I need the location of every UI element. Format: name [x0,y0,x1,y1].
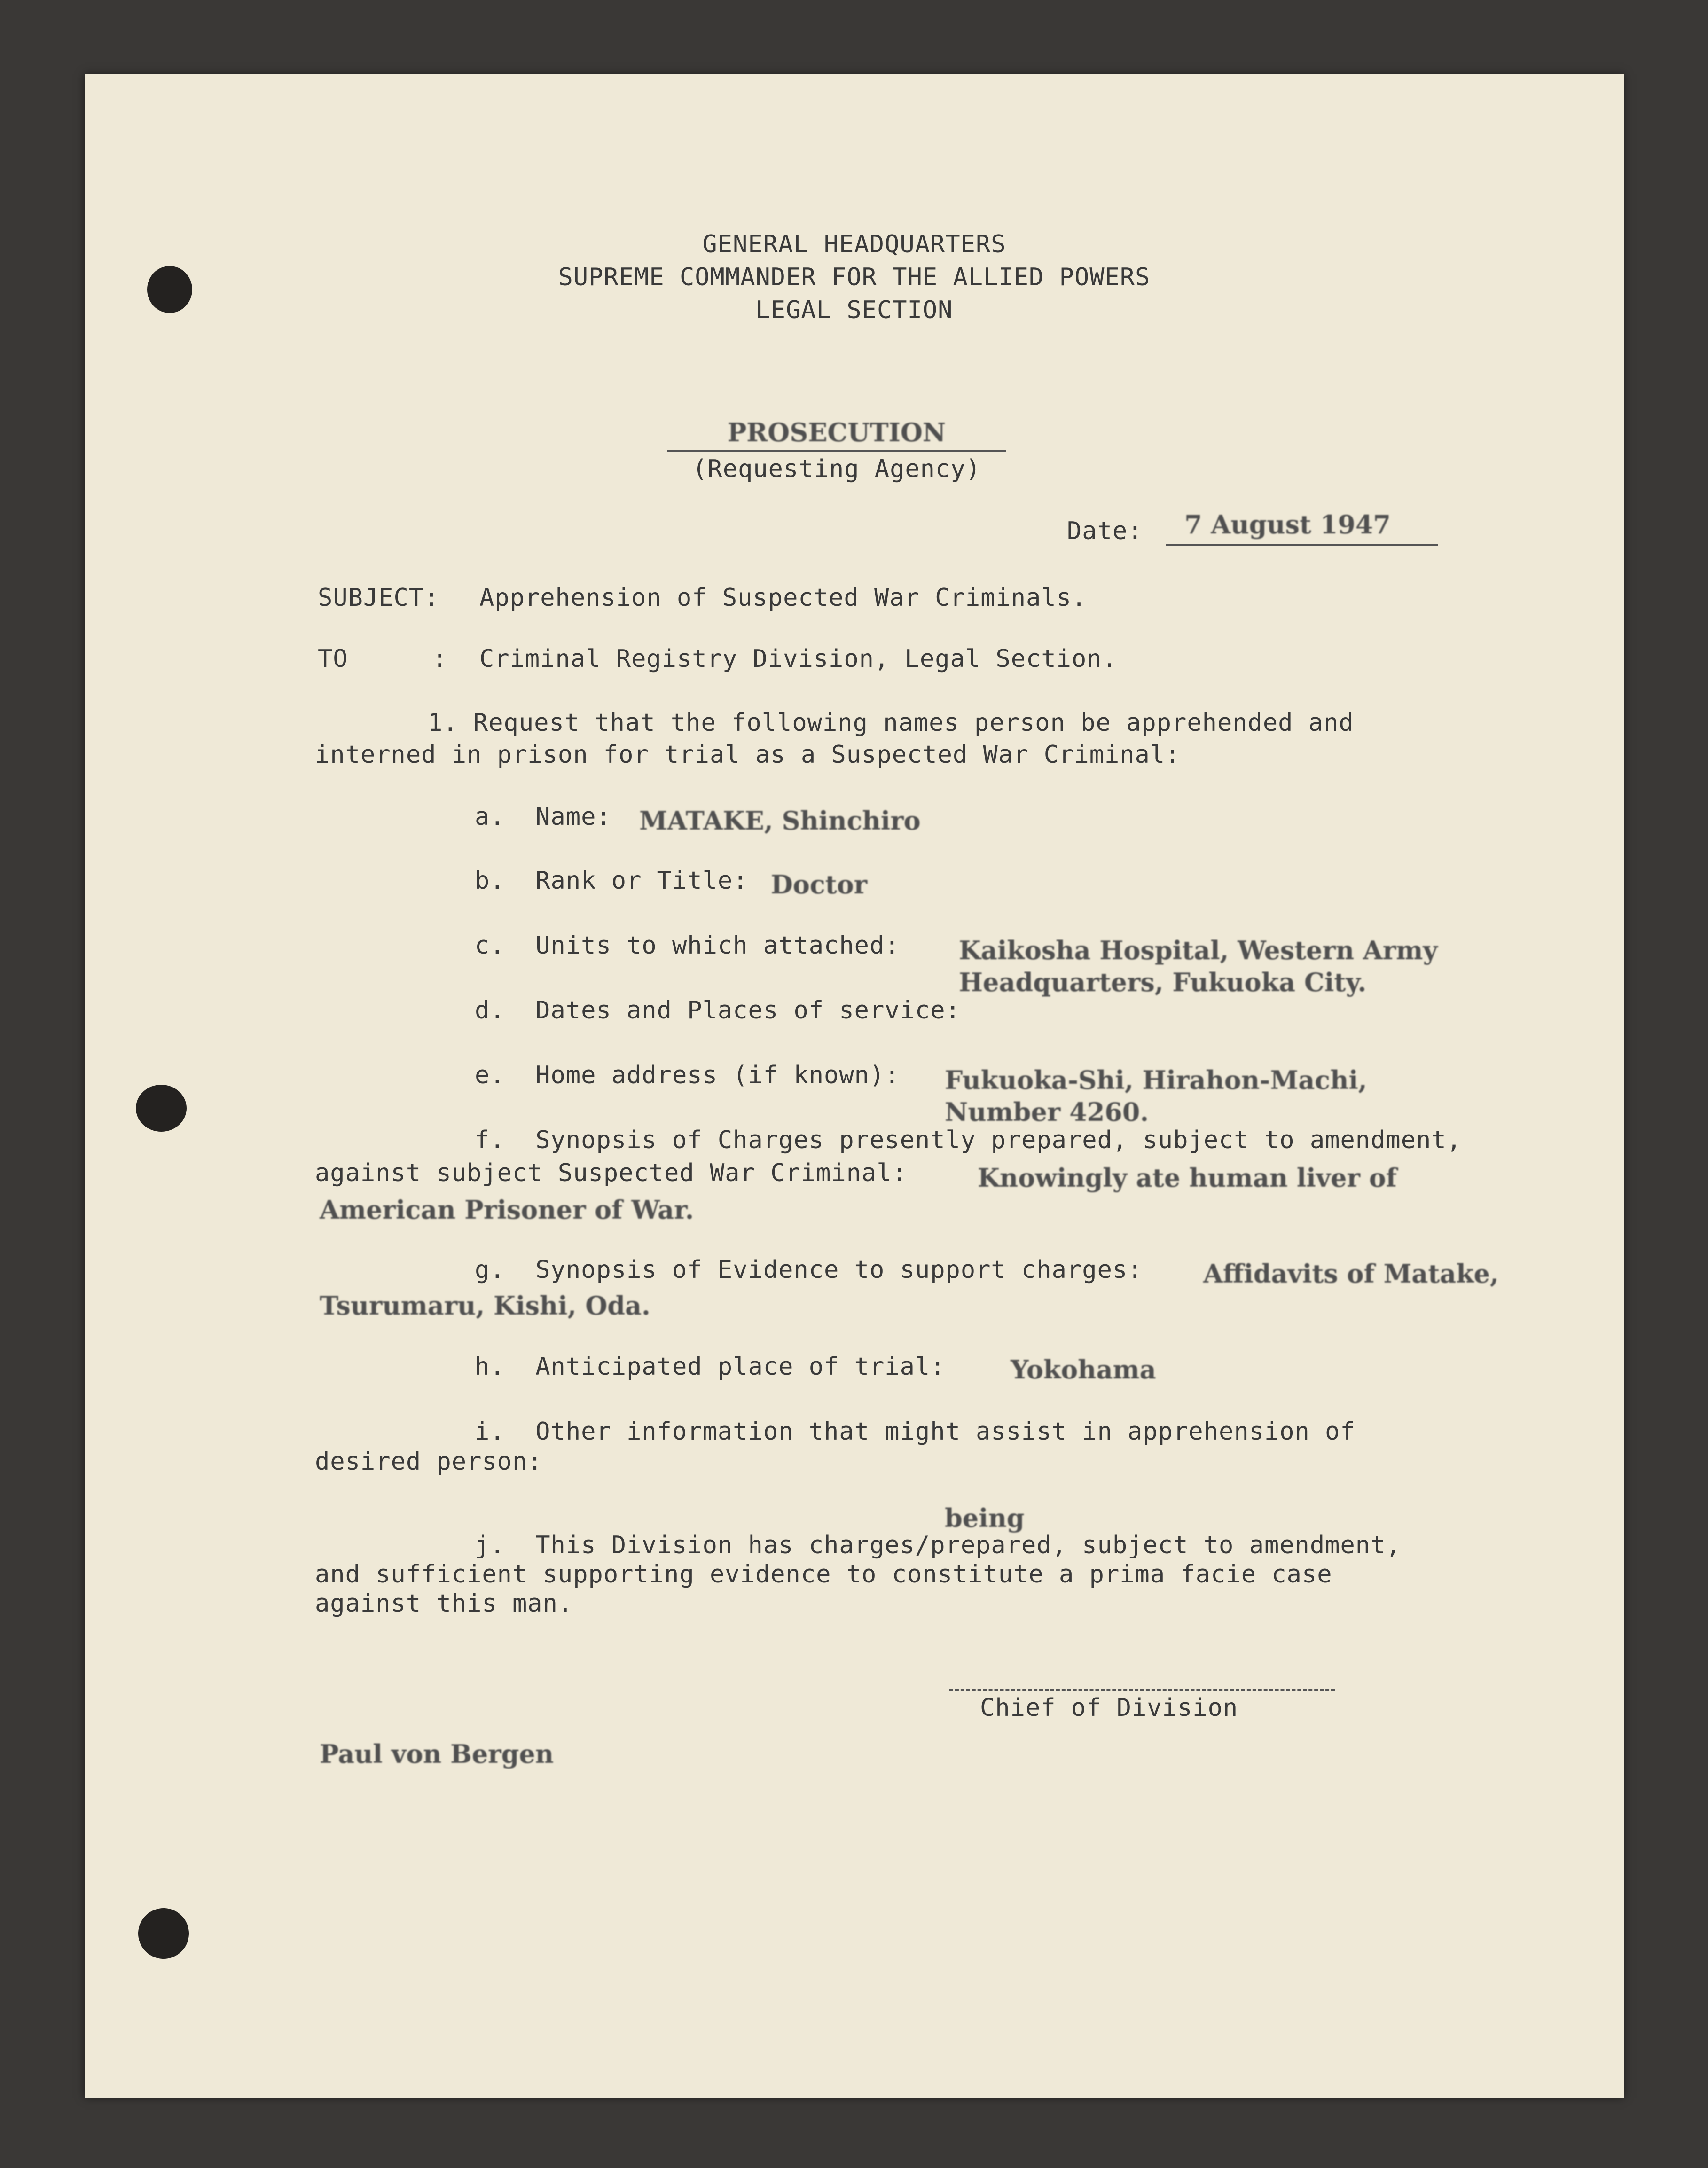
subject-label: SUBJECT: [318,584,439,612]
punch-hole-middle [136,1085,187,1132]
item-e-value-2: Number 4260. [945,1097,1149,1127]
item-g-line-1: g. Synopsis of Evidence to support charges: [475,1256,1143,1284]
item-j-line-2: and sufficient supporting evidence to constitute a prima facie case [315,1560,1332,1589]
agency-caption: (Requesting Agency) [692,455,981,483]
item-b-value: Doctor [771,869,868,900]
to-text: Criminal Registry Division, Legal Section. [479,645,1117,673]
document-page [85,74,1624,2098]
item-f-value-1: Knowingly ate human liver of [978,1163,1397,1193]
agency-value: PROSECUTION [727,417,946,447]
item-j-insert: being [945,1503,1025,1533]
item-g-value-2: Tsurumaru, Kishi, Oda. [320,1291,650,1321]
item-e-label: e. Home address (if known): [475,1061,900,1089]
punch-hole-bottom [131,1901,196,1966]
date-underline [1166,544,1438,546]
item-f-line-2: against subject Suspected War Criminal: [315,1159,907,1187]
item-j-line-1: j. This Division has charges/prepared, subject to amendment, [475,1531,1401,1559]
header-line-2: SUPREME COMMANDER FOR THE ALLIED POWERS [558,263,1151,291]
item-h-value: Yokohama [1011,1354,1156,1385]
item-c-value-2: Headquarters, Fukuoka City. [959,967,1367,997]
signature-line [949,1689,1335,1691]
item-h-label: h. Anticipated place of trial: [475,1353,946,1381]
item-i-line-2: desired person: [315,1448,543,1476]
header-line-3: LEGAL SECTION [755,296,953,324]
item-j-line-3: against this man. [315,1589,573,1618]
date-label: Date: [1067,517,1143,545]
item-b-label: b. Rank or Title: [475,867,748,895]
item-d-label: d. Dates and Places of service: [475,996,961,1025]
item-i-line-1: i. Other information that might assist in apprehension of [475,1417,1355,1446]
item-g-value-1: Affidavits of Matake, [1203,1259,1499,1289]
para1-line-2: interned in prison for trial as a Suspected War Criminal: [315,741,1181,769]
item-f-value-2: American Prisoner of War. [320,1195,694,1225]
header-line-1: GENERAL HEADQUARTERS [702,230,1006,258]
item-a-value: MATAKE, Shinchiro [639,806,921,836]
item-c-value-1: Kaikosha Hospital, Western Army [959,935,1438,965]
para1-line-1: 1. Request that the following names person be apprehended and [428,709,1354,737]
signature-name: Paul von Bergen [320,1739,554,1769]
agency-underline [667,450,1006,452]
to-colon: : [432,645,448,673]
item-e-value-1: Fukuoka-Shi, Hirahon-Machi, [945,1065,1367,1095]
subject-text: Apprehension of Suspected War Criminals. [479,584,1087,612]
item-f-line-1: f. Synopsis of Charges presently prepared, subject to amendment, [475,1126,1462,1154]
item-a-label: a. Name: [475,803,611,831]
signature-title: Chief of Division [980,1694,1238,1722]
to-label: TO [318,645,348,673]
item-c-label: c. Units to which attached: [475,931,900,960]
date-value: 7 August 1947 [1184,509,1391,540]
